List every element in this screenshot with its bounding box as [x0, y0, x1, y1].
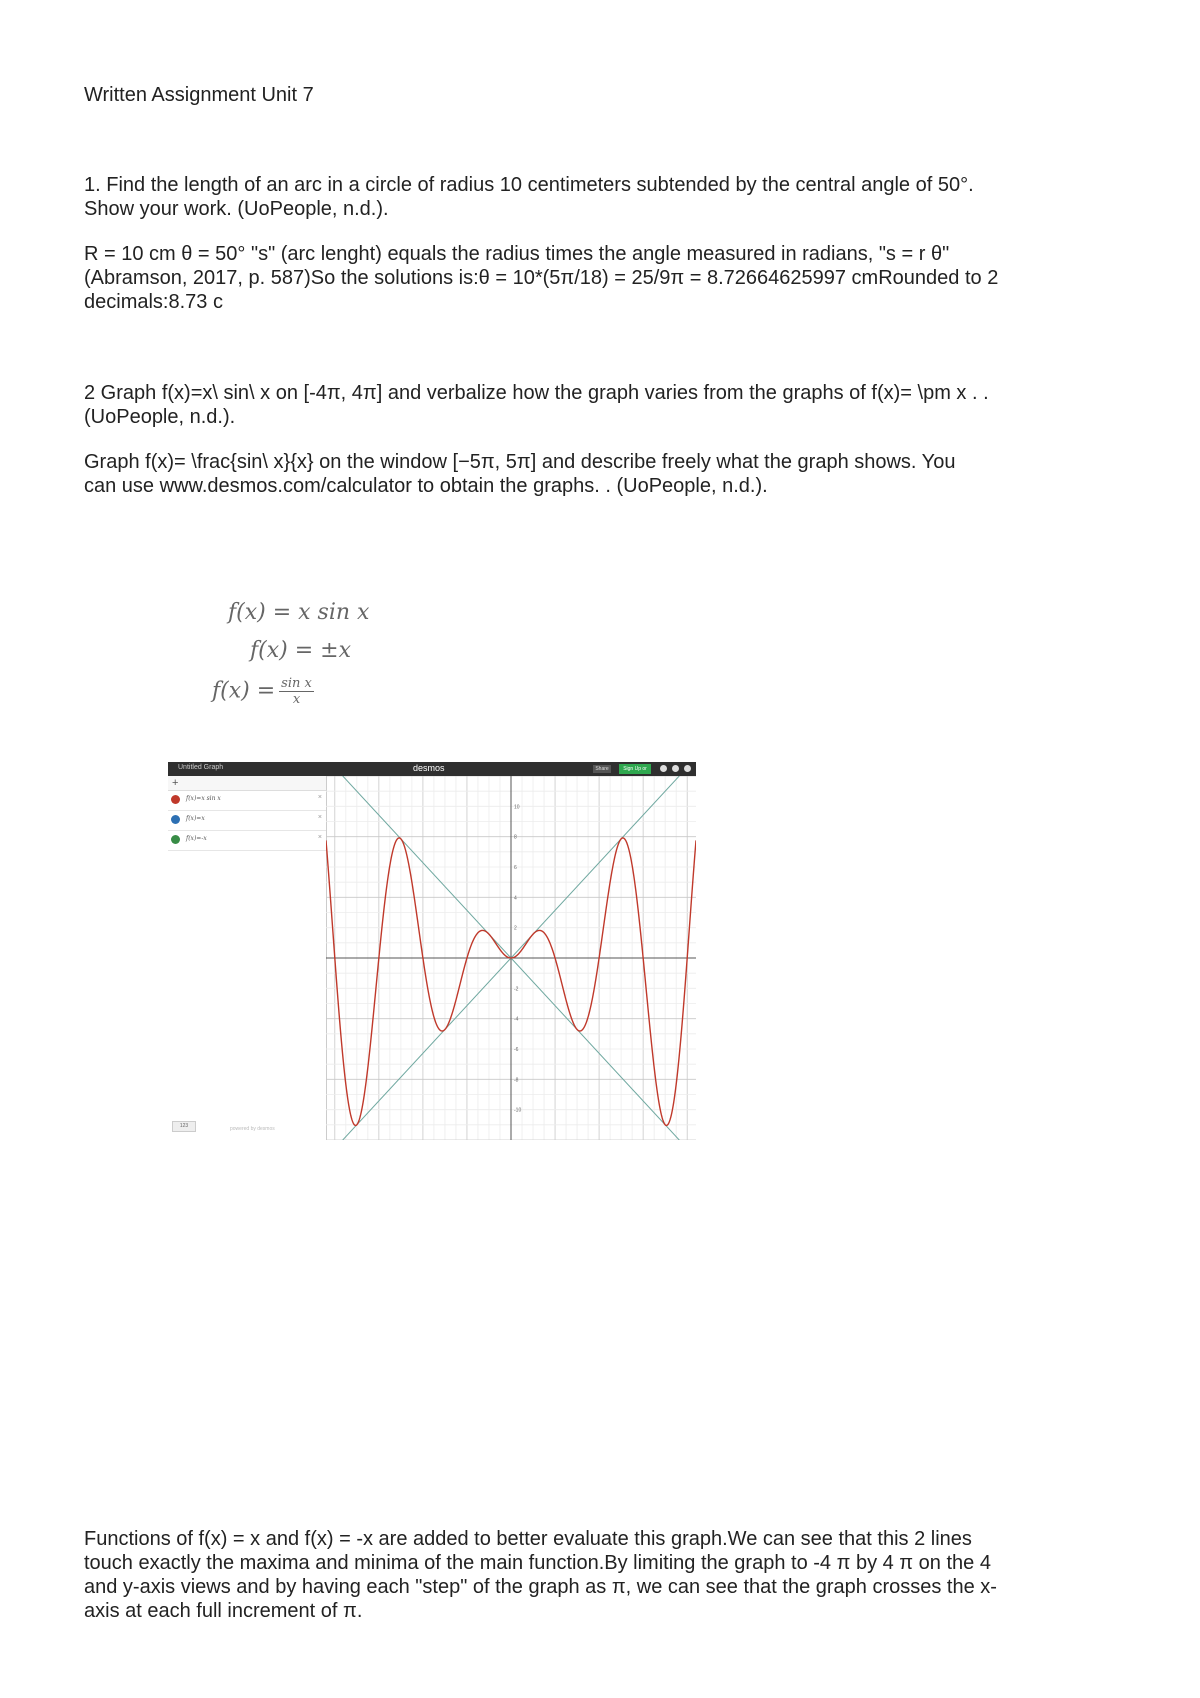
graph-title[interactable]: Untitled Graph	[178, 764, 224, 771]
y-tick-label: -4	[514, 1016, 519, 1023]
powered-by-desmos: powered by desmos	[230, 1126, 275, 1132]
conclusion-line-2: touch exactly the maxima and minima of the main function.By limiting the graph to -4 π by 4 π on the 4	[84, 1552, 991, 1574]
expression-label[interactable]: f(x)=x sin x	[186, 795, 221, 802]
graph-toggle-icon[interactable]	[171, 835, 180, 844]
expression-label[interactable]: f(x)=-x	[186, 835, 207, 842]
desmos-screenshot	[168, 762, 696, 1140]
q1-prompt-line-1: 1. Find the length of an arc in a circle of radius 10 centimeters subtended by the central angle of 50°.	[84, 174, 974, 196]
y-tick-label: 8	[514, 834, 517, 841]
delete-expression-icon[interactable]: ×	[317, 834, 322, 841]
q1-answer-line-1: R = 10 cm θ = 50° "s" (arc lenght) equals the radius times the angle measured in radians, "s = r θ"	[84, 243, 950, 265]
add-expression-icon[interactable]: +	[172, 777, 179, 789]
keyboard-button[interactable]: 123	[172, 1121, 196, 1132]
desmos-logo: desmos	[413, 763, 445, 773]
formula-sinx-over-x-lhs: f(x) =	[212, 678, 276, 704]
share-button[interactable]: Share	[593, 765, 611, 773]
formula-numerator: sin x	[281, 676, 312, 691]
q2-line-1: 2 Graph f(x)=x\ sin\ x on [-4π, 4π] and verbalize how the graph varies from the graphs of f(x)= \pm x . .	[84, 382, 989, 404]
y-tick-label: 2	[514, 925, 517, 932]
y-tick-label: 10	[514, 804, 520, 811]
desmos-topbar	[168, 762, 696, 782]
y-tick-label: -6	[514, 1047, 519, 1053]
y-tick-label: -8	[514, 1077, 519, 1084]
conclusion-line-1: Functions of f(x) = x and f(x) = -x are added to better evaluate this graph.We can see that this 2 lines	[84, 1528, 972, 1550]
wrench-icon[interactable]	[660, 765, 667, 772]
q2-line-2: (UoPeople, n.d.).	[84, 406, 236, 428]
delete-expression-icon[interactable]: ×	[317, 794, 322, 801]
expression-row[interactable]	[168, 811, 326, 831]
formula-plus-minus-x: f(x) = ±x	[250, 638, 351, 663]
y-tick-label: -2	[514, 986, 519, 993]
y-tick-label: 6	[514, 865, 517, 871]
expression-label[interactable]: f(x)=x	[186, 815, 205, 822]
formula-denominator: x	[292, 692, 301, 707]
expression-row[interactable]	[168, 831, 326, 851]
y-tick-label: -10	[514, 1107, 522, 1114]
graph-toggle-icon[interactable]	[171, 815, 180, 824]
y-tick-label: 4	[514, 895, 517, 902]
document-title: Written Assignment Unit 7	[84, 84, 314, 106]
expression-toolbar	[168, 776, 326, 791]
expression-list	[168, 776, 327, 1140]
q1-prompt-line-2: Show your work. (UoPeople, n.d.).	[84, 198, 389, 220]
sign-in-button[interactable]: Sign Up or Sign In	[619, 764, 651, 774]
formula-x-sin-x: f(x) = x sin x	[228, 600, 370, 625]
formula-fraction	[279, 676, 314, 707]
q2-line-4: can use www.desmos.com/calculator to obtain the graphs. . (UoPeople, n.d.).	[84, 475, 768, 497]
settings-icon[interactable]	[684, 765, 691, 772]
graph-canvas[interactable]	[326, 776, 696, 1140]
expression-rows	[168, 791, 326, 851]
q1-answer-line-3: decimals:8.73 c	[84, 291, 223, 313]
conclusion-line-4: axis at each full increment of π.	[84, 1600, 363, 1622]
graph-toggle-icon[interactable]	[171, 795, 180, 804]
help-icon[interactable]	[672, 765, 679, 772]
conclusion-line-3: and y-axis views and by having each "step" of the graph as π, we can see that the graph crosses the x-	[84, 1576, 997, 1598]
formula-sinx-over-x	[212, 676, 314, 707]
q1-answer-line-2: (Abramson, 2017, p. 587)So the solutions is:θ = 10*(5π/18) = 25/9π = 8.72664625997 cmRounded to 2	[84, 267, 999, 289]
expression-row[interactable]	[168, 791, 326, 811]
q2-line-3: Graph f(x)= \frac{sin\ x}{x} on the window [−5π, 5π] and describe freely what the graph shows. You	[84, 451, 956, 473]
delete-expression-icon[interactable]: ×	[317, 814, 322, 821]
